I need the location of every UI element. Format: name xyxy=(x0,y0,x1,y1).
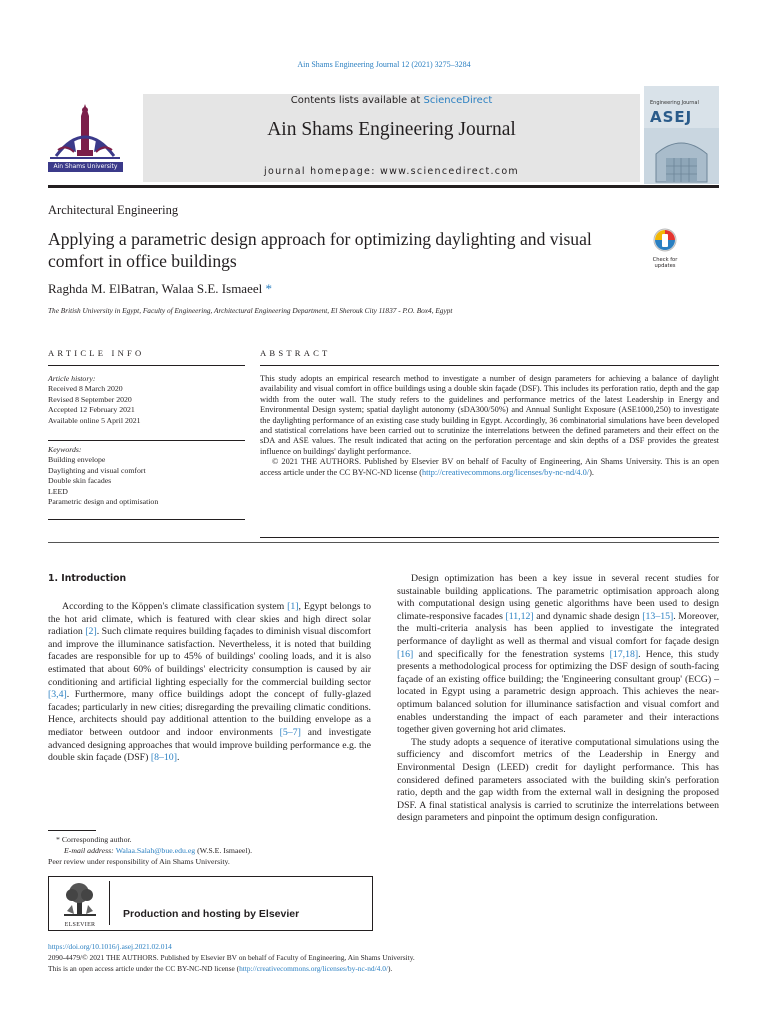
paragraph-text: and dynamic shade design xyxy=(533,610,643,622)
article-info-heading: ARTICLE INFO xyxy=(48,348,145,358)
section-label: Architectural Engineering xyxy=(48,203,179,217)
elsevier-hosting-box xyxy=(48,876,373,931)
license-link[interactable]: http://creativecommons.org/licenses/by-nc-nd/4.0/ xyxy=(421,467,590,477)
paragraph-text: . Hence, this study presents a methodological process for optimizing the DSF design of south-facing façade of an existing office building; the 'Engineering consultant group' (ECG) – located in Egypt using a parametric design approach. This achieves the near-optimum balanced solution for illuminance satisfaction and visual comfort and enables understanding the impact of each parameter and their interactions together given governing hot arid climates. xyxy=(397,648,719,736)
paragraph-text: According to the Köppen's climate classification system xyxy=(62,601,288,612)
history-revised: Revised 8 September 2020 xyxy=(48,394,132,404)
citation-link[interactable]: [2] xyxy=(85,626,97,638)
article-title: Applying a parametric design approach for optimizing daylighting and visual comfort in office buildings xyxy=(48,229,592,271)
paragraph-text: and investigate advanced designing approaches that would improve building performance e.g. the double skin façade (DSF) xyxy=(48,726,372,764)
paragraph-text: . Such climate requires building façades to diminish visual discomfort and improve the illuminance satisfaction. Nevertheless, it is noted that building facades are responsible for up to 45% of buildings' cooling loads, and it is also estimated that about 60% of buildings' electricity consumption is caused by air conditioning and artificial lighting especially for the commercial building sector xyxy=(48,626,371,688)
abstract-heading: ABSTRACT xyxy=(260,348,331,358)
citation-link[interactable]: [8–10] xyxy=(150,752,177,764)
contents-line xyxy=(143,95,640,106)
citation-link[interactable]: [1] xyxy=(287,601,299,612)
email-label: E-mail address: xyxy=(64,846,116,855)
header-rule xyxy=(48,185,719,188)
paragraph-text: . Furthermore, many office buildings adopt the concept of fully-glazed facades; particularly in new cities; disregarding the prevailing climatic conditions. Hence, architects should pay additional attention to the building envelope as a mediator between outdoor and indoor environments xyxy=(48,689,371,738)
cover-caption: Engineering Journal xyxy=(650,100,699,106)
logo-caption: Ain Shams University xyxy=(53,163,118,170)
license-suffix: ). xyxy=(387,964,393,973)
corresponding-author-note: * Corresponding author. xyxy=(56,835,132,844)
paragraph-text: , Egypt belongs to the hot arid climate, which is featured with clear skies and high direct solar radiation xyxy=(48,601,371,638)
ain-shams-university-logo xyxy=(46,100,125,174)
footnote-rule xyxy=(48,830,96,831)
journal-cover-thumbnail xyxy=(644,86,719,184)
citation-link[interactable]: [11,12] xyxy=(505,610,534,622)
issn-line: 2090-4479/© 2021 THE AUTHORS. Published by Elsevier BV on behalf of Faculty of Engineering, Ain Shams University. xyxy=(48,953,415,962)
journal-homepage[interactable]: journal homepage: www.sciencedirect.com xyxy=(264,166,519,177)
check-for-updates-badge[interactable] xyxy=(648,228,682,269)
citation-link[interactable]: [16] xyxy=(397,648,414,660)
citation-link[interactable]: [17,18] xyxy=(609,648,639,660)
license-line xyxy=(48,963,719,974)
doi-link[interactable]: https://doi.org/10.1016/j.asej.2021.02.014 xyxy=(48,942,172,951)
abstract-text: This study adopts an empirical research method to investigate a number of design parameters for achieving a balance of daylight availability and visual comfort in office buildings using a double skin façade (DSF). This includes its perforation ratio, depth and the gap width from the outer wall. The study refers to the guidelines and performance metrics of the latest Leadership in Energy and Environmental Design system; spatial daylight autonomy (sDA300/50%) and Annual Sunlight Exposure (ASE1000,250) to investigate the daylighting performance of an existing case study building in Egypt. Accordingly, 36 combinatorial simulations have been developed and statistical correlations have been carried out to scrutinize the interrelations between the defined parameters and their effect on the sDA and ASE values. The result indicated that acting on the perforation percentage and skin depths of a DSF provides the greatest influence on buildings' daylight performance. xyxy=(260,374,719,456)
contents-prefix: Contents lists available at xyxy=(290,95,424,106)
crossmark-icon xyxy=(648,228,682,252)
email-link[interactable]: Walaa.Salah@bue.edu.eg xyxy=(115,846,196,855)
footnote xyxy=(48,834,371,867)
elsevier-logo xyxy=(58,881,102,926)
paragraph-text: . Moreover, the multi-criteria analysis has been applied to investigate the integrated performance of daylight as well as thermal and visual comfort for façade design xyxy=(397,610,719,647)
journal-reference[interactable]: Ain Shams Engineering Journal 12 (2021) 3275–3284 xyxy=(297,60,471,69)
citation-link[interactable]: [3,4] xyxy=(48,689,67,701)
abstract-body xyxy=(260,374,719,478)
page-footer xyxy=(48,941,719,974)
article-info-rule xyxy=(48,365,245,366)
history-received: Received 8 March 2020 xyxy=(48,384,123,394)
section-divider xyxy=(48,542,719,543)
production-hosting-label: Production and hosting by Elsevier xyxy=(123,908,300,920)
article-history xyxy=(48,374,245,426)
author-list xyxy=(48,281,272,297)
keywords-label: Keywords: xyxy=(48,445,82,454)
right-column xyxy=(397,573,719,825)
affiliation: The British University in Egypt, Faculty of Engineering, Architectural Engineering Department, El Sherouk City 11837 - P.O. Box4, Egypt xyxy=(48,306,453,315)
journal-title: Ain Shams Engineering Journal xyxy=(267,119,516,140)
abstract-bottom-rule xyxy=(260,537,719,538)
footer-license-link[interactable]: http://creativecommons.org/licenses/by-nc-nd/4.0/ xyxy=(239,964,388,973)
license-prefix: This is an open access article under the CC BY-NC-ND license ( xyxy=(48,964,240,973)
intro-paragraph-2 xyxy=(397,573,719,737)
paragraph-text: The study adopts a sequence of iterative computational simulations using the sufficiency and discomfort metrics of the Leadership in Energy and Environmental Design (LEED) credit for daylight performance. This has considered defined parameters associated with the building skin's perforation ratio, depth and the gap width from the external wall in designing the proposed DSF. A final statistical analysis is carried to scrutinize the interrelations between design parameters and pinpoint the optimum design configuration. xyxy=(397,736,719,824)
copyright-text: © 2021 THE AUTHORS. Published by Elsevier BV on behalf of Faculty of Engineering, Ain Shams University. This is an open access article under the CC BY-NC-ND license ( xyxy=(260,457,719,477)
history-divider xyxy=(48,440,245,441)
keyword: Building envelope xyxy=(48,455,106,465)
history-accepted: Accepted 12 February 2021 xyxy=(48,405,135,415)
sciencedirect-link[interactable]: ScienceDirect xyxy=(423,95,493,106)
cover-abbrev: ASEJ xyxy=(650,108,693,126)
corresponding-author-mark[interactable]: * xyxy=(265,281,272,296)
abstract-copyright xyxy=(260,457,719,478)
citation-link[interactable]: [13–15] xyxy=(642,610,674,622)
crossmark-label: Check for updates xyxy=(652,257,678,269)
paragraph-text: . xyxy=(176,752,180,764)
elsevier-wordmark: ELSEVIER xyxy=(64,922,96,928)
keyword: Daylighting and visual comfort xyxy=(48,465,146,475)
keyword: Parametric design and optimisation xyxy=(48,497,159,507)
elsevier-divider xyxy=(109,881,110,925)
keyword: LEED xyxy=(48,486,68,496)
paragraph-text: Design optimization has been a key issue in several recent studies for sustainable building applications. The parametric optimisation approach along with computational design using genetic algorithms have been used to design climate-responsive facades xyxy=(397,573,719,622)
email-owner: (W.S.E. Ismaeel). xyxy=(195,846,253,855)
email-line xyxy=(48,845,371,856)
keyword: Double skin facades xyxy=(48,476,112,486)
citation-link[interactable]: [5–7] xyxy=(279,726,301,738)
authors: Raghda M. ElBatran, Walaa S.E. Ismaeel xyxy=(48,281,263,296)
introduction-heading: 1. Introduction xyxy=(48,573,127,584)
history-label: Article history: xyxy=(48,374,96,383)
peer-review-note: Peer review under responsibility of Ain Shams University. xyxy=(48,857,230,866)
left-column xyxy=(48,601,371,765)
copyright-close: ). xyxy=(589,467,594,477)
keywords-divider xyxy=(48,519,245,520)
journal-header-band xyxy=(143,94,640,182)
history-online: Available online 5 April 2021 xyxy=(48,415,141,425)
paragraph-text: and specifically for the fenestration systems xyxy=(413,648,610,660)
intro-paragraph-1 xyxy=(48,601,371,765)
intro-paragraph-3 xyxy=(397,737,719,825)
abstract-rule xyxy=(260,365,719,366)
keywords xyxy=(48,445,245,507)
